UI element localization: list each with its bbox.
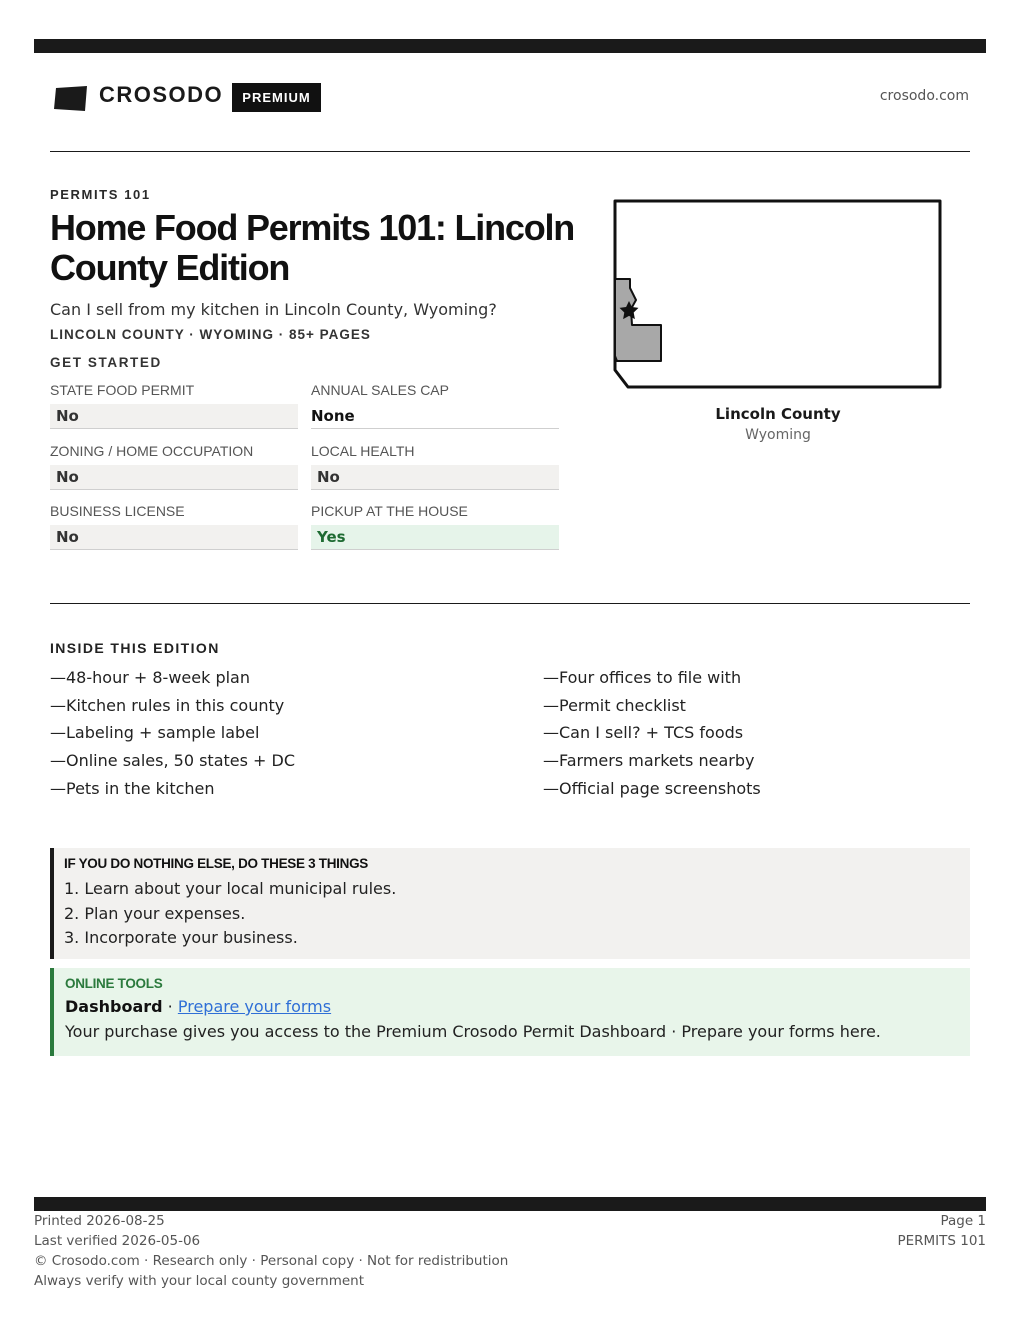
field-label: LOCAL HEALTH <box>311 443 415 459</box>
local-health-field <box>311 443 559 490</box>
footer-right <box>897 1211 986 1251</box>
field-label: STATE FOOD PERMIT <box>50 382 195 398</box>
toc-left <box>50 664 295 803</box>
online-tools-heading: ONLINE TOOLS <box>65 976 163 991</box>
prepare-forms-link[interactable]: Prepare your forms <box>177 997 332 1016</box>
tools-line <box>65 997 970 1016</box>
online-tools-callout <box>50 968 970 1056</box>
field-label: PICKUP AT THE HOUSE <box>311 503 468 519</box>
brand-name: CROSODO <box>99 82 224 107</box>
page-number: Page 1 <box>940 1213 986 1229</box>
field-value: No <box>50 465 298 490</box>
footer-left <box>34 1211 508 1291</box>
footer-bar <box>34 1197 986 1211</box>
printed-date: Printed 2026-08-25 <box>34 1213 165 1229</box>
annual-sales-cap-field <box>311 382 559 429</box>
toc-item: —Kitchen rules in this county <box>50 695 285 715</box>
toc-item: —48-hour + 8-week plan <box>50 668 250 687</box>
must-do-list <box>64 877 970 951</box>
section-divider <box>50 603 970 604</box>
field-label: BUSINESS LICENSE <box>50 503 185 519</box>
toc-item: —Labeling + sample label <box>50 723 260 743</box>
tools-separator: · <box>162 997 178 1016</box>
pickup-at-house-field <box>311 503 559 550</box>
toc-item: —Official page screenshots <box>543 778 761 798</box>
top-bar <box>34 39 986 53</box>
page-subtitle: Can I sell from my kitchen in Lincoln County, Wyoming? <box>50 300 497 319</box>
verified-date: Last verified 2026-05-06 <box>34 1233 201 1249</box>
field-label: ANNUAL SALES CAP <box>311 382 449 398</box>
dashboard-label: Dashboard <box>65 997 163 1016</box>
brand-logo-icon <box>54 84 87 111</box>
field-value: None <box>311 404 559 429</box>
toc-item: —Four offices to file with <box>543 668 742 687</box>
zoning-field <box>50 443 298 490</box>
state-food-permit-field <box>50 382 298 429</box>
must-do-step: 1. Learn about your local municipal rules. <box>64 879 397 898</box>
section-eyebrow: PERMITS 101 <box>50 187 151 202</box>
county-locator-map <box>612 198 944 392</box>
page-title: Home Food Permits 101: Lincoln County Edition <box>50 207 575 288</box>
field-label: ZONING / HOME OCCUPATION <box>50 443 254 459</box>
map-state-name: Wyoming <box>745 427 811 443</box>
field-value: No <box>50 525 298 550</box>
must-do-callout <box>50 848 970 959</box>
field-value: Yes <box>311 525 559 550</box>
toc-item: —Permit checklist <box>543 695 686 715</box>
get-started-heading: GET STARTED <box>50 355 162 370</box>
must-do-step: 3. Incorporate your business. <box>64 928 298 947</box>
verify-notice: Always verify with your local county government <box>34 1273 364 1289</box>
toc-right <box>543 664 761 803</box>
tools-description: Your purchase gives you access to the Premium Crosodo Permit Dashboard · Prepare your forms here. <box>65 1022 881 1041</box>
page-meta: LINCOLN COUNTY · WYOMING · 85+ PAGES <box>50 327 371 342</box>
footer-section: PERMITS 101 <box>897 1233 986 1249</box>
state-outline <box>615 201 940 387</box>
toc-item: —Can I sell? + TCS foods <box>543 723 744 743</box>
field-value: No <box>50 404 298 429</box>
must-do-heading: IF YOU DO NOTHING ELSE, DO THESE 3 THINGS <box>64 856 368 871</box>
must-do-step: 2. Plan your expenses. <box>64 903 246 923</box>
toc-item: —Farmers markets nearby <box>543 751 755 771</box>
business-license-field <box>50 503 298 550</box>
toc-item: —Online sales, 50 states + DC <box>50 751 296 771</box>
copyright-notice: © Crosodo.com · Research only · Personal copy · Not for redistribution <box>34 1253 509 1269</box>
inside-heading: INSIDE THIS EDITION <box>50 640 220 656</box>
site-url[interactable]: crosodo.com <box>879 88 969 104</box>
field-value: No <box>311 465 559 490</box>
premium-badge: PREMIUM <box>232 83 321 112</box>
toc-item: —Pets in the kitchen <box>50 778 215 798</box>
map-county-name: Lincoln County <box>715 405 841 423</box>
header-divider <box>50 151 970 152</box>
